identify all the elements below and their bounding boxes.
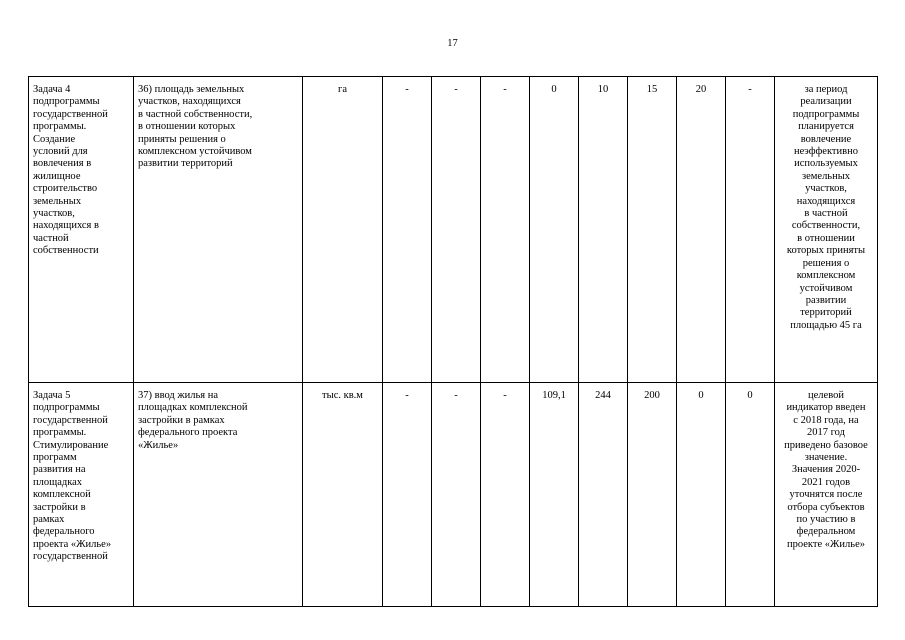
value-cell: 15 <box>628 77 677 383</box>
value-cell: - <box>383 383 432 607</box>
unit-cell: тыс. кв.м <box>303 383 383 607</box>
value-cell: 0 <box>530 77 579 383</box>
value-cell: 20 <box>677 77 726 383</box>
value-cell: - <box>432 383 481 607</box>
note-cell: за период реализации подпрограммы планируется вовлечение неэффективно используемых земельных участков, находящихся в частной собственности, в отношении которых приняты решения о комплексном устойчивом развитии территорий площадью 45 га <box>775 77 878 383</box>
task-cell: Задача 5 подпрограммы государственной программы. Стимулирование программ развития на площадках комплексной застройки в рамках федерального проекта «Жилье» государственной <box>29 383 134 607</box>
table-row <box>29 77 878 383</box>
value-cell: 10 <box>579 77 628 383</box>
value-cell: - <box>481 383 530 607</box>
value-cell: - <box>481 77 530 383</box>
indicator-cell: 36) площадь земельных участков, находящихся в частной собственности, в отношении которых приняты решения о комплексном устойчивом развитии территорий <box>134 77 303 383</box>
value-cell: - <box>383 77 432 383</box>
value-cell: - <box>432 77 481 383</box>
value-cell: 109,1 <box>530 383 579 607</box>
indicators-table <box>28 76 878 607</box>
unit-cell: га <box>303 77 383 383</box>
page-number: 17 <box>447 38 458 49</box>
value-cell: 0 <box>726 383 775 607</box>
value-cell: 0 <box>677 383 726 607</box>
value-cell: 244 <box>579 383 628 607</box>
task-cell: Задача 4 подпрограммы государственной программы. Создание условий для вовлечения в жилищное строительство земельных участков, находящихся в частной собственности <box>29 77 134 383</box>
value-cell: - <box>726 77 775 383</box>
table-row <box>29 383 878 607</box>
value-cell: 200 <box>628 383 677 607</box>
indicator-cell: 37) ввод жилья на площадках комплексной застройки в рамках федерального проекта «Жилье» <box>134 383 303 607</box>
note-cell: целевой индикатор введен с 2018 года, на 2017 год приведено базовое значение. Значения 2020- 2021 годов уточнятся после отбора субъектов по участию в федеральном проекте «Жилье» <box>775 383 878 607</box>
